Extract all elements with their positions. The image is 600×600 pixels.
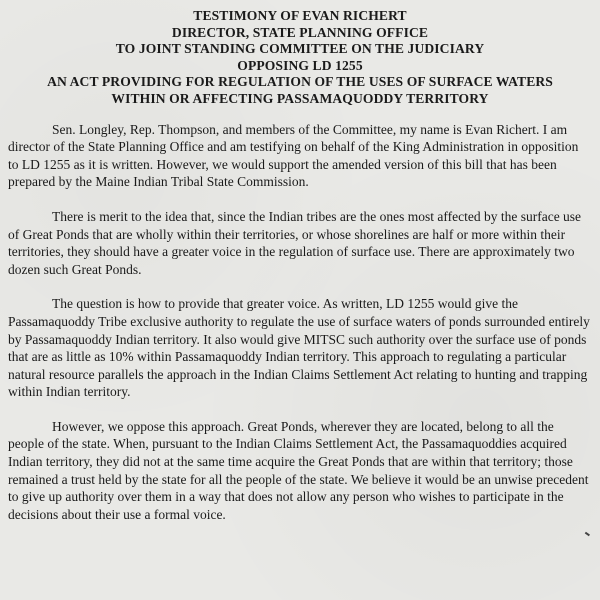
heading-line-committee: TO JOINT STANDING COMMITTEE ON THE JUDICIARY bbox=[115, 41, 485, 57]
paragraph-introduction: Sen. Longley, Rep. Thompson, and members of the Committee, my name is Evan Richert. I am director of the State Planning Office and am testifying on behalf of the King Administration in opposition to LD 1255 as it is written. However, we would support the amended version of this bill that has been prepared by the Maine Indian Tribal State Commission. bbox=[8, 121, 579, 190]
scan-speck bbox=[585, 532, 590, 536]
heading-line-director: DIRECTOR, STATE PLANNING OFFICE bbox=[171, 24, 429, 40]
paragraph-merit: There is merit to the idea that, since the Indian tribes are the ones most affected by the surface use of Great Ponds that are wholly within their territories, or whose shorelines are half or more within their territories, they should have a greater voice in the regulation of surface use. There are approximately two dozen such Great Ponds. bbox=[8, 208, 582, 277]
heading-line-testimony: TESTIMONY OF EVAN RICHERT bbox=[193, 8, 407, 23]
heading-line-bill: OPPOSING LD 1255 bbox=[237, 57, 363, 73]
document-heading bbox=[8, 8, 592, 108]
heading-line-territory: WITHIN OR AFFECTING PASSAMAQUODDY TERRITORY bbox=[111, 90, 489, 106]
paragraph-question: The question is how to provide that greater voice. As written, LD 1255 would give the Passamaquoddy Tribe exclusive authority to regulate the use of surface waters of ponds surrounded entirely by Passamaquoddy Indian territory. It also would give MITSC such authority over the surface use of ponds that are as little as 10% within Passamaquoddy Indian territory. This approach to regulating a particular natural resource parallels the approach in the Indian Claims Settlement Act relating to hunting and trapping within Indian territory. bbox=[8, 296, 590, 400]
heading-line-act-title: AN ACT PROVIDING FOR REGULATION OF THE USES OF SURFACE WATERS bbox=[47, 74, 553, 90]
paragraph-opposition: However, we oppose this approach. Great Ponds, wherever they are located, belong to all the people of the state. When, pursuant to the Indian Claims Settlement Act, the Passamaquoddies acquired Indian territory, they did not at the same time acquire the Great Ponds that are within that territory; those remained a trust held by the state for all the people of the state. We believe it would be an unwise precedent to give up authority over them in a way that does not allow any person who wishes to participate in the decisions about their use a formal voice. bbox=[8, 418, 589, 522]
